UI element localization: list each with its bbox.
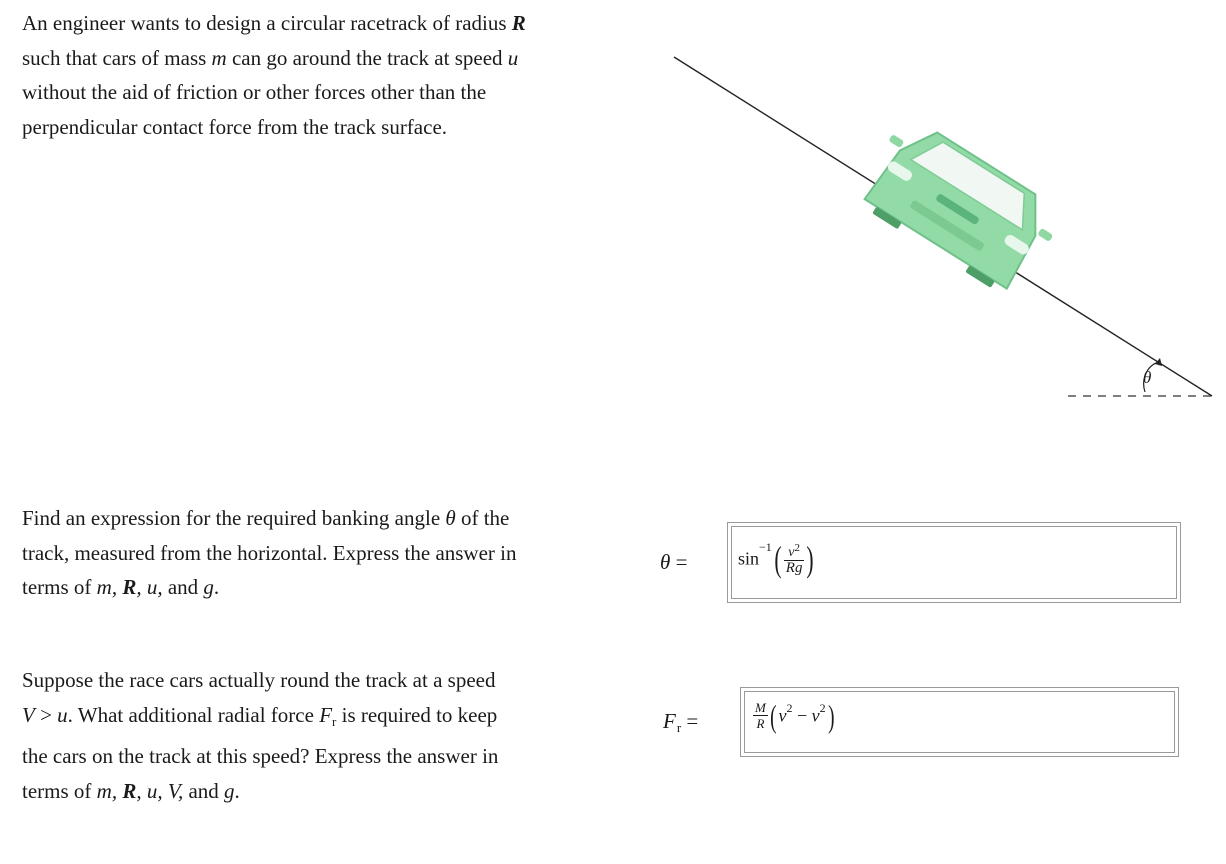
r-denominator: R: [753, 715, 768, 731]
f-subscript: r: [676, 720, 682, 735]
q2-text-6: and: [183, 778, 225, 803]
q2-text-4: the cars on the track at this speed? Express the answer in: [22, 744, 499, 768]
equals-sign: =: [670, 550, 688, 574]
f-symbol: F: [663, 709, 676, 733]
question-2-text: [22, 663, 622, 808]
q2-var-g: g: [224, 778, 235, 803]
q2-var-R: R: [122, 778, 137, 803]
theta-answer-input[interactable]: [727, 522, 1181, 603]
fr-answer-input[interactable]: [740, 687, 1179, 757]
q2-text-2: . What additional radial force: [67, 702, 320, 727]
intro-text-3: can go around the track at speed: [226, 45, 508, 70]
frac-numerator-exp: 2: [794, 542, 800, 555]
fr-answer-label: [663, 709, 698, 736]
q1-var-R: R: [122, 575, 137, 599]
m-over-r-fraction: [753, 701, 768, 731]
car-icon: [851, 113, 1067, 301]
sin-function: sin: [738, 548, 760, 569]
q1-vars-1: m,: [96, 575, 123, 599]
intro-text-5: perpendicular contact force from the track surface.: [22, 114, 448, 139]
q1-text-2: of the: [455, 506, 510, 530]
v2-over-rg-fraction: [784, 541, 805, 576]
var-F-subscript: r: [332, 713, 337, 729]
q2-text-1: Suppose the race cars actually round the track at a speed: [22, 668, 496, 692]
frac-denominator: Rg: [785, 560, 803, 577]
question-1-text: [22, 501, 622, 605]
theta-answer-expression: $\sin^{-1}$( $\frac{v^2}{Rg}$ ): [738, 538, 815, 579]
intro-paragraph: [22, 6, 622, 144]
equals-sign-2: =: [681, 709, 699, 733]
banked-track-diagram: [660, 40, 1220, 420]
greater-than: >: [34, 702, 58, 727]
q1-text-6: .: [213, 575, 220, 599]
theta-symbol: θ: [660, 550, 671, 574]
q1-vars-2: , u,: [136, 575, 163, 599]
var-F: F: [319, 702, 333, 727]
angle-arrow: [1155, 358, 1162, 366]
q1-text-5: and: [162, 575, 204, 599]
var-V: V: [22, 702, 35, 727]
q2-var-u: u: [57, 702, 68, 727]
intro-text-2: such that cars of mass: [22, 45, 212, 70]
q2-vars-1: m,: [96, 778, 123, 803]
frac-numerator: v: [788, 545, 795, 561]
theta-answer-label: [660, 550, 687, 575]
q2-vars-2: , u, V,: [136, 778, 184, 803]
fr-answer-expression: $\frac{M}{R}$ ( $v^2 - v^2$): [755, 698, 835, 734]
v-term-2: v: [811, 705, 820, 726]
q2-text-3: is required to keep: [336, 702, 498, 727]
var-m: m: [211, 45, 227, 70]
m-numerator: M: [755, 700, 766, 715]
v-term-1: v: [778, 705, 787, 726]
q1-text-4: terms of: [22, 575, 97, 599]
var-u: u: [507, 45, 519, 70]
q1-var-g: g: [203, 575, 214, 599]
minus-sign: −: [797, 705, 808, 726]
var-theta: θ: [445, 506, 456, 530]
banked-track-svg: [660, 40, 1220, 420]
q1-text-1: Find an expression for the required banking angle: [22, 506, 446, 530]
var-R: R: [511, 11, 526, 35]
v-term-1-exp: 2: [786, 701, 793, 716]
v-term-2-exp: 2: [819, 701, 826, 716]
q2-text-7: .: [234, 778, 240, 803]
angle-theta-label: θ: [1143, 368, 1152, 387]
inverse-exponent: −1: [759, 540, 772, 554]
q2-text-5: terms of: [22, 778, 97, 803]
q1-text-3: track, measured from the horizontal. Express the answer in: [22, 540, 517, 565]
intro-text-1: An engineer wants to design a circular racetrack of radius: [22, 11, 512, 35]
intro-text-4: without the aid of friction or other forces other than the: [22, 80, 487, 104]
